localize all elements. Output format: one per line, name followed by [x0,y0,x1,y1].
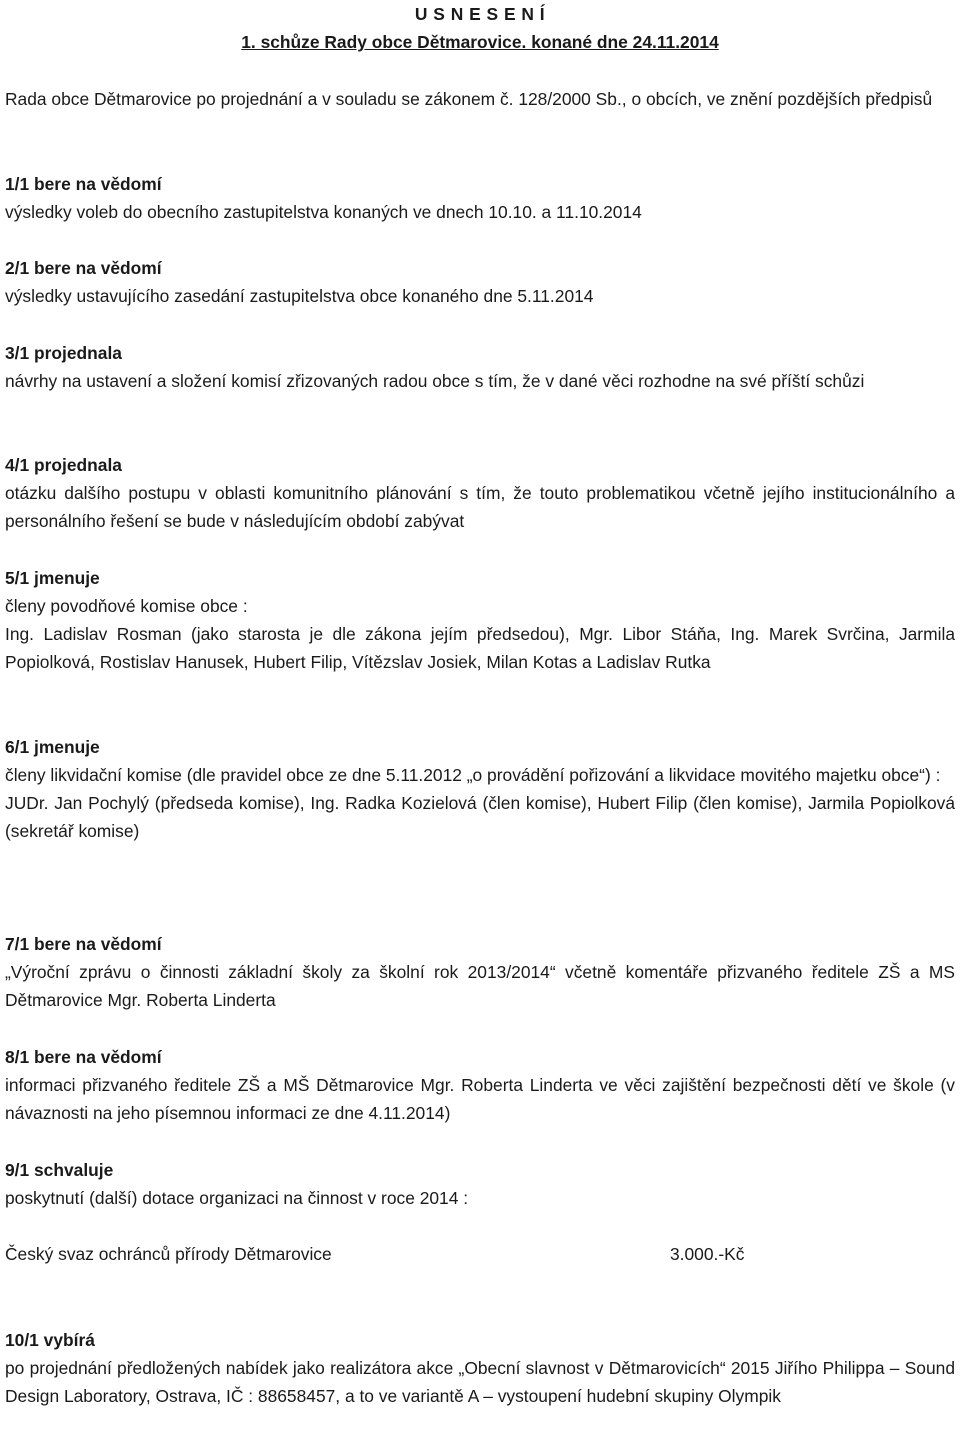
intro-paragraph: Rada obce Dětmarovice po projednání a v souladu se zákonem č. 128/2000 Sb., o obcích, ve znění pozdějších předpisů [5,89,933,109]
resolution-heading: 8/1 bere na vědomí [5,1047,162,1067]
document-title: U S N E S E N Í [414,4,546,24]
resolution-heading: 10/1 vybírá [5,1330,95,1350]
resolution-text: informaci přizvaného ředitele ZŠ a MŠ Dětmarovice Mgr. Roberta Linderta ve věci zajištění bezpečnosti dětí ve škole (v návaznosti na jeho písemnou informaci ze dne 4.11.2014) [5,1075,955,1123]
grant-row [5,1240,955,1268]
resolution-text: návrhy na ustavení a složení komisí zřizovaných radou obce s tím, že v dané věci rozhodne na své příští schůzi [5,371,865,391]
resolution-text: členy povodňové komise obce : [5,596,248,616]
resolution-text: výsledky voleb do obecního zastupitelstva konaných ve dnech 10.10. a 11.10.2014 [5,202,642,222]
resolution-heading: 9/1 schvaluje [5,1160,114,1180]
resolution-5 [5,564,955,676]
resolution-heading: 2/1 bere na vědomí [5,258,162,278]
resolution-text: členy likvidační komise (dle pravidel obce ze dne 5.11.2012 „o provádění pořizování a likvidace movitého majetku obce“) : [5,765,941,785]
resolution-heading: 6/1 jmenuje [5,737,100,757]
resolution-text: po projednání předložených nabídek jako realizátora akce „Obecní slavnost v Dětmarovicích“ 2015 Jiřího Philippa – Sound Design Laboratory, Ostrava, IČ : 88658457, a to ve variantě A – vystoupení hudební skupiny Olympik [5,1358,955,1406]
grant-amount: 3.000.-Kč [670,1244,745,1264]
resolution-3 [5,339,955,395]
resolution-text: „Výroční zprávu o činnosti základní školy za školní rok 2013/2014“ včetně komentáře přizvaného ředitele ZŠ a MS Dětmarovice Mgr. Roberta Linderta [5,962,955,1010]
grant-recipient: Český svaz ochránců přírody Dětmarovice [5,1244,332,1264]
resolution-2 [5,254,955,310]
resolution-members: Ing. Ladislav Rosman (jako starosta je dle zákona jejím předsedou), Mgr. Libor Stáňa, Ing. Marek Svrčina, Jarmila Popiolková, Rostislav Hanusek, Hubert Filip, Vítězslav Josiek, Milan Kotas a Ladislav Rutka [5,624,955,672]
resolution-7 [5,930,955,1014]
resolution-9 [5,1156,955,1212]
resolution-heading: 4/1 projednala [5,455,122,475]
document-subtitle: 1. schůze Rady obce Dětmarovice. konané dne 24.11.2014 [241,32,719,52]
resolution-heading: 3/1 projednala [5,343,122,363]
resolution-8 [5,1043,955,1127]
resolution-4 [5,451,955,535]
resolution-10 [5,1326,955,1410]
resolution-members: JUDr. Jan Pochylý (předseda komise), Ing. Radka Kozielová (člen komise), Hubert Filip (člen komise), Jarmila Popiolková (sekretář komise) [5,793,955,841]
resolution-text: poskytnutí (další) dotace organizaci na činnost v roce 2014 : [5,1188,469,1208]
resolution-1 [5,170,955,226]
resolution-heading: 1/1 bere na vědomí [5,174,162,194]
resolution-text: výsledky ustavujícího zasedání zastupitelstva obce konaného dne 5.11.2014 [5,286,594,306]
resolution-heading: 7/1 bere na vědomí [5,934,162,954]
resolution-text: otázku dalšího postupu v oblasti komunitního plánování s tím, že touto problematikou včetně jejího institucionálního a personálního řešení se bude v následujícím období zabývat [5,483,955,531]
resolution-heading: 5/1 jmenuje [5,568,100,588]
resolution-6 [5,733,955,845]
